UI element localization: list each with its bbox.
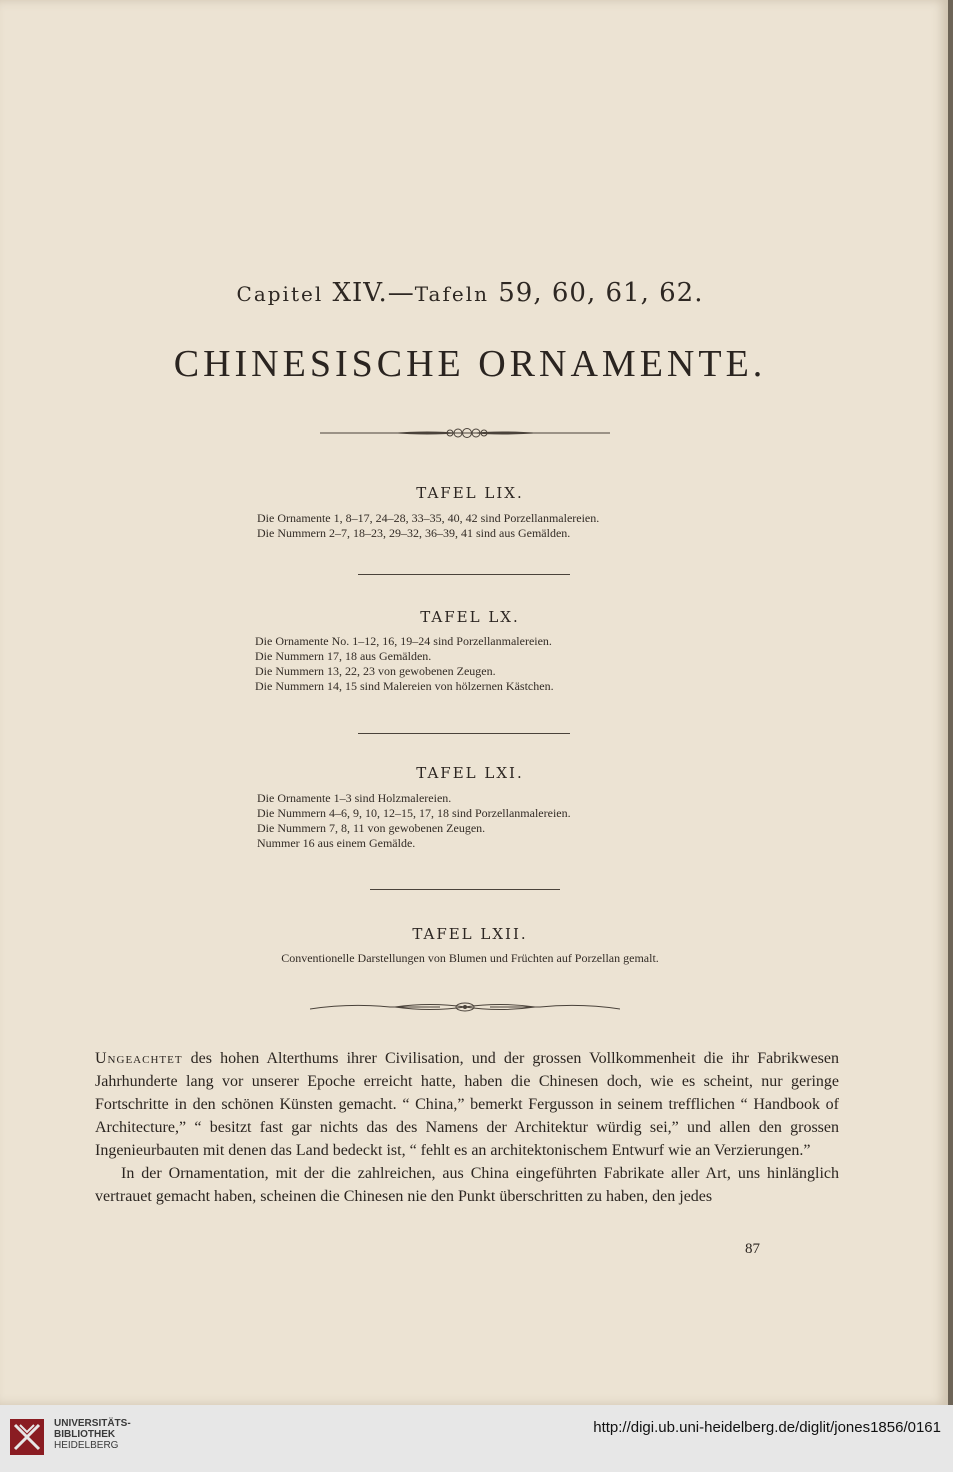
list-item: Die Ornamente 1, 8–17, 24–28, 33–35, 40, 42 sind Porzellanmalereien.	[257, 511, 600, 525]
tafel-62-list	[0, 951, 940, 966]
paragraph	[95, 1047, 839, 1162]
tafel-59-list	[257, 511, 599, 541]
chapter-heading	[0, 278, 940, 308]
divider	[358, 574, 570, 575]
library-logo[interactable]	[54, 1418, 131, 1451]
list-item: Nummer 16 aus einem Gemälde.	[257, 836, 416, 850]
list-item: Die Ornamente 1–3 sind Holzmalereien.	[257, 791, 452, 805]
university-seal-icon	[10, 1417, 46, 1457]
list-item: Die Nummern 2–7, 18–23, 29–32, 36–39, 41 sind aus Gemälden.	[257, 526, 571, 540]
tafel-61-list	[257, 791, 571, 851]
paragraph: In der Ornamentation, mit der die zahlreichen, aus China eingeführten Fabrikate aller Art, uns hinlänglich vertrauet gemacht haben, scheinen die Chinesen nie den Punkt überschritten zu haben, den jedes	[95, 1165, 839, 1205]
chapter-number: XIV.	[332, 278, 388, 308]
section-ornament	[310, 999, 620, 1015]
tafel-60-heading: TAFEL LX.	[420, 608, 520, 626]
page-number: 87	[745, 1241, 760, 1257]
list-item: Die Nummern 13, 22, 23 von gewobenen Zeugen.	[255, 664, 496, 678]
divider	[370, 889, 560, 890]
body-text	[95, 1047, 839, 1208]
heading-dash: —	[387, 278, 415, 308]
logo-line: BIBLIOTHEK	[54, 1429, 116, 1440]
paragraph-text: des hohen Alterthums ihrer Civilisation, und der grossen Vollkommenheit die ihr Fabrikwesen Jahrhunderte lang vor unserer Epoche erreicht hatte, haben die Chinesen doch, wie es scheint, nur geringe Fortschritte in den schönen Künsten gemacht. “ China,” bemerkt Fergusson in seinem trefflichen “ Handbook of Architecture,” “ besitzt fast gar nichts das des Namens der Architektur würdig sei,” und allen den grossen Ingenieurbauten mit denen das Land bedeckt ist, “ fehlt es an architektonischem Entwurf wie an Verzierungen.”	[95, 1050, 839, 1159]
tafel-61-heading: TAFEL LXI.	[416, 764, 524, 782]
permalink[interactable]: http://digi.ub.uni-heidelberg.de/diglit/jones1856/0161	[593, 1419, 941, 1436]
list-item: Die Nummern 14, 15 sind Malereien von hölzernen Kästchen.	[255, 679, 554, 693]
chapter-prefix: Capitel	[236, 282, 324, 306]
page-title: CHINESISCHE ORNAMENTE.	[173, 343, 767, 385]
page-edge	[948, 0, 953, 1405]
list-item: Conventionelle Darstellungen von Blumen und Früchten auf Porzellan gemalt.	[281, 951, 659, 965]
title-ornament	[320, 426, 610, 440]
tafel-60-list	[255, 634, 554, 694]
divider	[358, 733, 570, 734]
list-item: Die Nummern 4–6, 9, 10, 12–15, 17, 18 sind Porzellanmalereien.	[257, 806, 571, 820]
list-item: Die Ornamente No. 1–12, 16, 19–24 sind Porzellanmalereien.	[255, 634, 552, 648]
tafel-59-heading: TAFEL LIX.	[416, 484, 524, 502]
list-item: Die Nummern 17, 18 aus Gemälden.	[255, 649, 432, 663]
footer-bar	[0, 1405, 953, 1472]
tafel-62-heading: TAFEL LXII.	[412, 925, 528, 943]
paragraph-lead: Ungeachtet	[95, 1050, 183, 1067]
logo-line: HEIDELBERG	[54, 1440, 119, 1451]
list-item: Die Nummern 7, 8, 11 von gewobenen Zeugen.	[257, 821, 486, 835]
plates-numbers: 59, 60, 61, 62.	[498, 278, 704, 308]
plates-prefix: Tafeln	[414, 282, 489, 306]
logo-line: UNIVERSITÄTS-	[54, 1418, 131, 1429]
